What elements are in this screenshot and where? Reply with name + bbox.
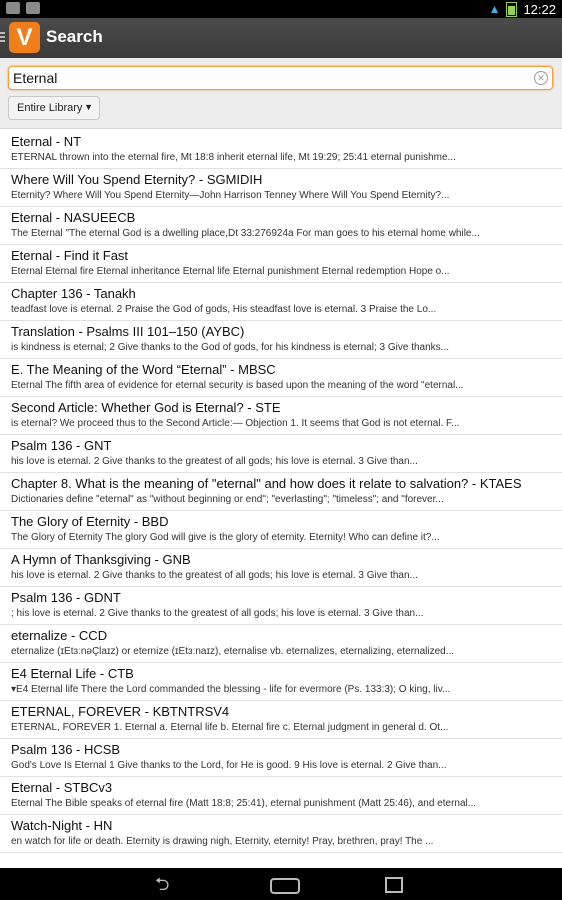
result-item[interactable] [0,587,562,625]
search-panel [0,58,562,129]
result-title: Eternal - NT [11,134,82,149]
result-title: Chapter 136 - Tanakh [11,286,136,301]
result-item[interactable] [0,511,562,549]
result-item[interactable] [0,625,562,663]
result-title: Eternal - STBCv3 [11,780,113,795]
gallery-icon [6,2,20,14]
result-title: eternalize - CCD [11,628,108,643]
chevron-down-icon: ▼ [84,102,93,112]
app-logo[interactable]: V [9,22,40,53]
result-snippet: is eternal? We proceed thus to the Second Article:— Objection 1. It seems that God is not eternal. F... [11,418,460,429]
result-title: Chapter 8. What is the meaning of "eternal" and how does it relate to salvation? - KTAES [11,476,522,491]
result-snippet: his love is eternal. 2 Give thanks to the greatest of all gods; his love is eternal. 3 Give than... [11,570,418,581]
result-item[interactable] [0,207,562,245]
result-snippet: his love is eternal. 2 Give thanks to the greatest of all gods; his love is eternal. 3 Give than... [11,456,418,467]
result-title: Psalm 136 - GDNT [11,590,121,605]
result-snippet: Eternal Eternal fire Eternal inheritance Eternal life Eternal punishment Eternal redemption Hope o... [11,266,450,277]
result-title: Second Article: Whether God is Eternal? - STE [11,400,281,415]
result-snippet: Eternal The Bible speaks of eternal fire (Matt 18:8; 25:41), eternal punishment (Matt 25:46), and eternal... [11,798,477,809]
result-snippet: ETERNAL, FOREVER 1. Eternal a. Eternal life b. Eternal fire c. Eternal judgment in general d. Ot... [11,722,449,733]
result-title: Psalm 136 - GNT [11,438,112,453]
system-nav-bar [0,868,562,900]
action-bar [0,18,562,59]
result-item[interactable] [0,321,562,359]
result-title: Translation - Psalms III 101–150 (AYBC) [11,324,245,339]
clear-icon[interactable]: ✕ [534,71,548,85]
result-snippet: ▾E4 Eternal life There the Lord commanded the blessing - life for evermore (Ps. 133:3); O king, liv... [11,684,451,695]
result-item[interactable] [0,663,562,701]
result-title: The Glory of Eternity - BBD [11,514,169,529]
result-item[interactable] [0,131,562,169]
notification-icon [26,2,40,14]
result-item[interactable] [0,701,562,739]
result-item[interactable] [0,359,562,397]
result-item[interactable] [0,397,562,435]
result-snippet: Eternity? Where Will You Spend Eternity—John Harrison Tenney Where Will You Spend Eternity?... [11,190,450,201]
status-bar [0,0,562,18]
clock: 12:22 [523,1,556,17]
back-icon[interactable]: ⮌ [155,874,170,894]
result-snippet: teadfast love is eternal. 2 Praise the God of gods, His steadfast love is eternal. 3 Praise the Lo... [11,304,437,315]
result-snippet: ETERNAL thrown into the eternal fire, Mt 18:8 inherit eternal life, Mt 19:29; 25:41 eternal punishme... [11,152,456,163]
result-title: A Hymn of Thanksgiving - GNB [11,552,191,567]
result-title: Eternal - Find it Fast [11,248,129,263]
result-item[interactable] [0,815,562,853]
result-snippet: Dictionaries define "eternal" as "without beginning or end"; "everlasting"; "timeless"; and "forever... [11,494,444,505]
result-snippet: Eternal The fifth area of evidence for eternal security is based upon the meaning of the word "eternal... [11,380,464,391]
result-item[interactable] [0,473,562,511]
page-title: Search [46,27,103,46]
result-title: Watch-Night - HN [11,818,113,833]
result-item[interactable] [0,777,562,815]
result-title: Eternal - NASUEECB [11,210,136,225]
result-item[interactable] [0,549,562,587]
result-snippet: en watch for life or death. Eternity is drawing nigh, Eternity, eternity! Pray, brethren, pray! The ... [11,836,434,847]
recent-apps-icon[interactable] [385,877,403,893]
library-filter-dropdown[interactable] [8,96,100,120]
result-item[interactable] [0,245,562,283]
result-snippet: The Glory of Eternity The glory God will give is the glory of eternity. Eternity! Who can define it?... [11,532,440,543]
results-list [0,131,562,853]
result-item[interactable] [0,435,562,473]
result-title: Where Will You Spend Eternity? - SGMIDIH [11,172,263,187]
result-item[interactable] [0,169,562,207]
result-title: E4 Eternal Life - CTB [11,666,134,681]
search-box[interactable] [8,66,553,90]
wifi-icon: ▲ [488,2,501,16]
result-snippet: is kindness is eternal; 2 Give thanks to the God of gods, for his kindness is eternal; 3 Give thanks... [11,342,450,353]
result-snippet: God's Love Is Eternal 1 Give thanks to the Lord, for He is good. 9 His love is eternal. 2 Give than... [11,760,447,771]
drawer-icon[interactable] [0,32,5,44]
home-icon[interactable] [270,878,300,894]
result-title: Psalm 136 - HCSB [11,742,121,757]
search-input[interactable] [13,69,533,87]
result-title: E. The Meaning of the Word “Eternal” - MBSC [11,362,276,377]
result-snippet: eternalize (ɪÈtɜːnəÇlaɪz) or eternize (ɪÈtɜːnaɪz), eternalise vb. eternalizes, eternalizing, eternalized... [11,646,455,657]
filter-label: Entire Library [17,102,83,114]
result-snippet: The Eternal "The eternal God is a dwelling place,Dt 33:276924a For man goes to his eternal home while... [11,228,480,239]
battery-icon [506,2,517,17]
result-item[interactable] [0,739,562,777]
result-title: ETERNAL, FOREVER - KBTNTRSV4 [11,704,230,719]
result-item[interactable] [0,283,562,321]
result-snippet: ; his love is eternal. 2 Give thanks to the greatest of all gods; his love is eternal. 3 Give than... [11,608,424,619]
